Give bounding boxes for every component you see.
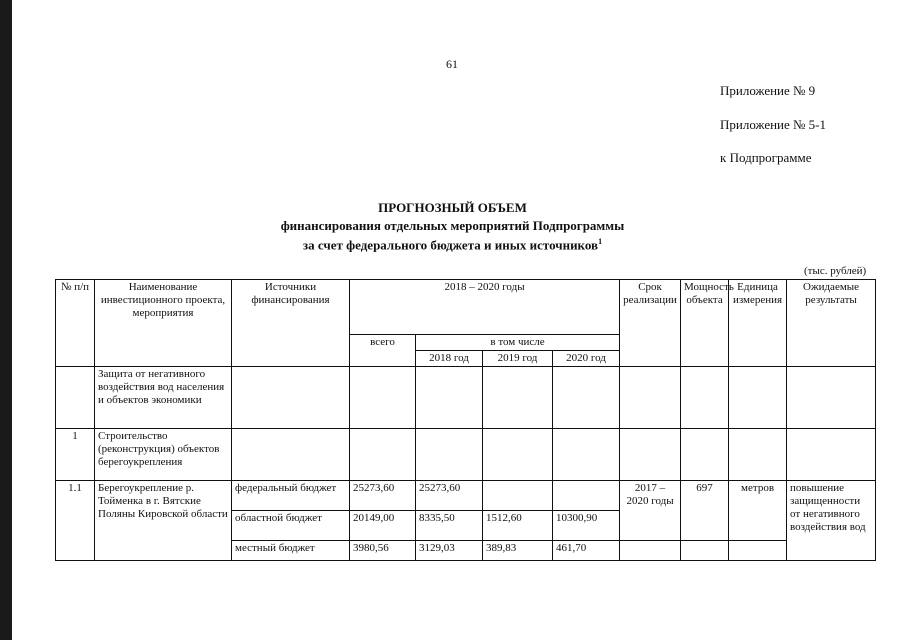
- item-name: Берегоукрепление р. Тойменка в г. Вятские Поляны Кировской области: [95, 481, 232, 561]
- local-2019: 389,83: [483, 541, 553, 561]
- federal-2020: [553, 481, 620, 511]
- group-num: 1: [56, 429, 95, 481]
- regional-2020: 10300,90: [553, 511, 620, 541]
- local-total: 3980,56: [350, 541, 416, 561]
- federal-total: 25273,60: [350, 481, 416, 511]
- appendix-line-2: Приложение № 5-1: [720, 117, 827, 132]
- item-row-federal: [56, 481, 876, 511]
- section-name: Защита от негативного воздействия вод населения и объектов экономики: [95, 367, 232, 429]
- local-2018: 3129,03: [416, 541, 483, 561]
- item-num: 1.1: [56, 481, 95, 561]
- header-including: в том числе: [416, 335, 620, 351]
- item-term: 2017 – 2020 годы: [620, 481, 681, 541]
- header-capacity: Мощность объекта: [681, 280, 729, 367]
- header-source: Источники финансирования: [232, 280, 350, 367]
- regional-2019: 1512,60: [483, 511, 553, 541]
- financing-table: [55, 279, 876, 561]
- item-unit: метров: [729, 481, 787, 541]
- appendix-line-3: к Подпрограмме: [720, 150, 812, 165]
- header-period: 2018 – 2020 годы: [350, 280, 620, 335]
- source-regional: областной бюджет: [232, 511, 350, 541]
- footnote-mark: 1: [598, 237, 603, 246]
- header-row: [56, 280, 876, 335]
- page-number: 61: [446, 57, 458, 71]
- local-2020: 461,70: [553, 541, 620, 561]
- header-2018: 2018 год: [416, 351, 483, 367]
- item-result: повышение защищенности от негативного воздействия вод: [787, 481, 876, 561]
- header-num: № п/п: [56, 280, 95, 367]
- title-line-2: финансирования отдельных мероприятий Подпрограммы: [280, 218, 625, 233]
- title-line-3: [0, 234, 905, 253]
- appendix-line-1: Приложение № 9: [720, 83, 816, 98]
- units-label: (тыс. рублей): [804, 265, 867, 277]
- header-2020: 2020 год: [553, 351, 620, 367]
- header-2019: 2019 год: [483, 351, 553, 367]
- section-row: [56, 367, 876, 429]
- item-capacity: 697: [681, 481, 729, 541]
- scan-edge-bar: [0, 0, 12, 640]
- regional-2018: 8335,50: [416, 511, 483, 541]
- source-federal: федеральный бюджет: [232, 481, 350, 511]
- title-line-1: ПРОГНОЗНЫЙ ОБЪЕМ: [378, 200, 527, 215]
- group-row: [56, 429, 876, 481]
- source-local: местный бюджет: [232, 541, 350, 561]
- header-total: всего: [350, 335, 416, 367]
- header-result: Ожидаемые результаты: [787, 280, 876, 367]
- header-name: Наименование инвестиционного проекта, мероприятия: [95, 280, 232, 367]
- group-name: Строительство (реконструкция) объектов берегоукрепления: [95, 429, 232, 481]
- regional-total: 20149,00: [350, 511, 416, 541]
- federal-2019: [483, 481, 553, 511]
- header-unit: Единица измерения: [729, 280, 787, 367]
- federal-2018: 25273,60: [416, 481, 483, 511]
- title-line-3-text: за счет федерального бюджета и иных источников: [302, 237, 599, 253]
- header-term: Срок реализации: [620, 280, 681, 367]
